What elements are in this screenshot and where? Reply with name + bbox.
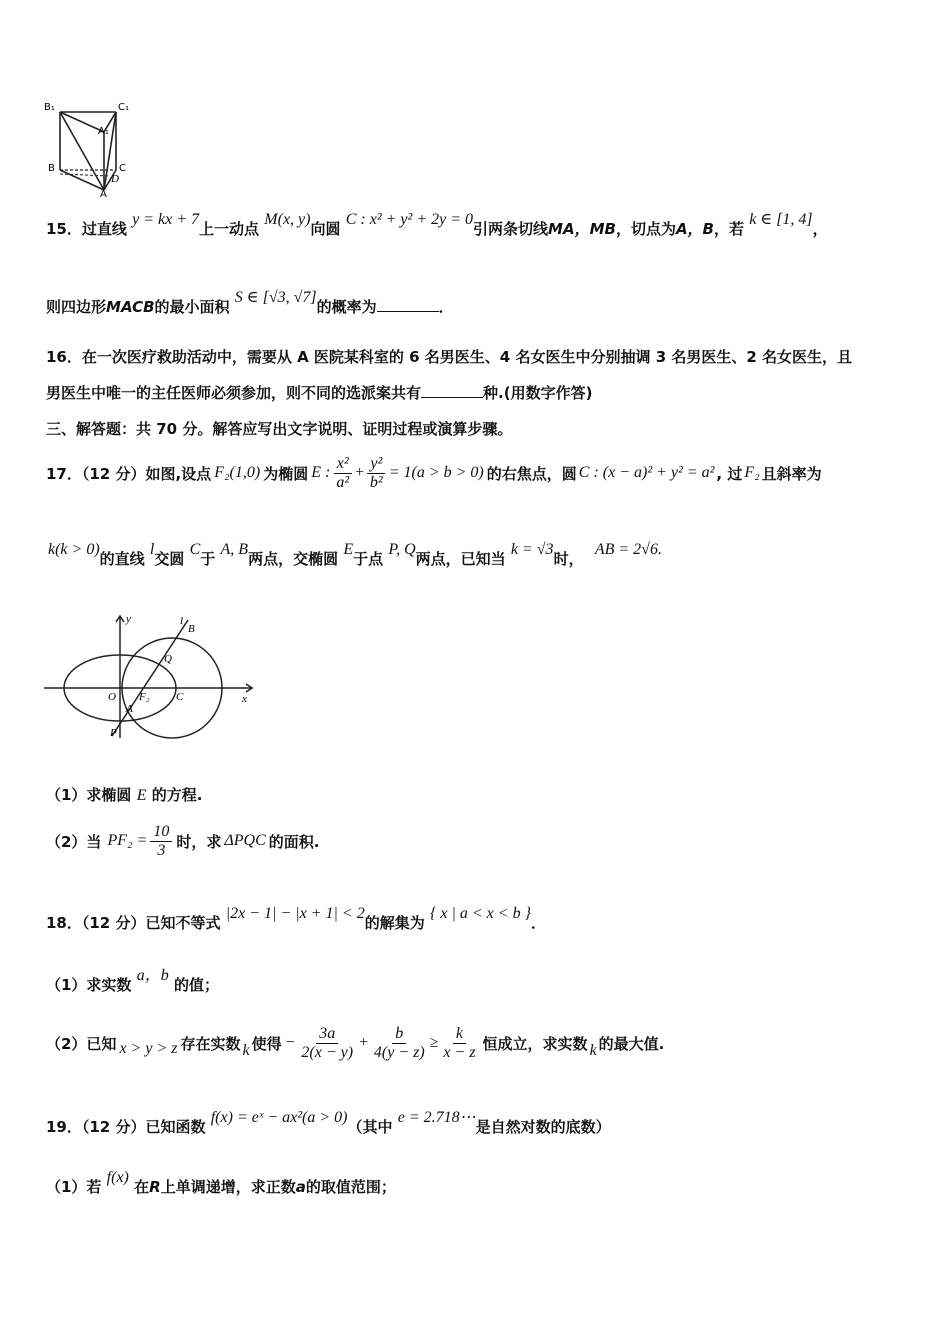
q19-number: 19．（12 分） [46,1118,146,1136]
label-A: A [126,703,133,715]
prism-figure [44,98,140,198]
label-d: D [111,173,119,185]
label-a: A [100,189,107,198]
answer-blank [377,299,439,312]
label-a1: A₁ [98,126,109,137]
label-b1: B₁ [44,102,55,113]
label-O: O [108,691,116,703]
label-y: y [126,613,131,625]
q17-circle-equation: C : (x − a)² + y² = a² [578,464,715,481]
q16-line1: 16．在一次医疗救助活动中，需要从 A 医院某科室的 6 名男医生、4 名女医生中分别抽调 3 名男医生、2 名女医生，且 [46,348,853,366]
q15-point: M(x, y) [264,211,311,228]
q17-line1: 17．（12 分） 如图,设点 F₂(1,0) 为椭圆 E : $\frac{\text{x²}}{\text{a²}}$ + $\frac{\text{y²}}{\text{b²}}$ = 1(a > b > 0) 的右焦点，圆 C : (x − a)² + y² = a² , 过 F₂ 且斜率为 [46,454,822,491]
q18-part1: （1）求实数 a，b 的值； [46,967,219,994]
q17-part2: （2）当 PF₂ = $\frac{10}{3}$ 时，求 ΔPQC 的面积. [46,822,320,859]
label-C: C [176,691,184,703]
fraction-b: $\frac{b}{4(y - z)}$ [373,1024,425,1061]
q17-focus: F₂(1,0) [214,464,261,481]
q19-function: f(x) = eˣ − ax²(a > 0) [210,1109,348,1126]
q18-solution-set: { x | a < x < b } [429,905,531,922]
label-c: C [119,163,126,174]
q17-line2: k(k > 0)的直线 l交圆 C于 A, B两点，交椭圆 E于点 P, Q两点，已知当 k = √3时， AB = 2√6. [48,541,662,568]
q15-area-range: S ∈ [√3, √7] [234,289,317,306]
q19-part1: （1）若 f(x) 在R上单调递增，求正数a的取值范围； [46,1169,396,1196]
pf2-fraction: $\frac{10}{3}$ [150,823,172,860]
q18-inequality: |2x − 1| − |x + 1| < 2 [225,905,365,922]
label-Q: Q [164,653,172,665]
ellipse-y-fraction: $\frac{\text{y²}}{\text{b²}}$ [367,455,386,492]
q15-line2: 则四边形MACB的最小面积 S ∈ [√3, √7]的概率为 ． [46,289,454,316]
q17-part1: （1）求椭圆 E 的方程. [46,786,203,804]
q16-line2: 男医生中唯一的主任医师必须参加，则不同的选派案共有 种.(用数字作答) [46,384,593,402]
q15-circle-equation: C : x² + y² + 2y = 0 [345,211,474,228]
q17-number: 17．（12 分） [46,464,146,483]
ellipse-x-fraction: $\frac{\text{x²}}{\text{a²}}$ [333,455,352,492]
answer-blank [421,385,483,398]
fraction-k: $\frac{k}{x - z}$ [443,1024,476,1061]
section-3-heading: 三、解答题：共 70 分。解答应写出文字说明、证明过程或演算步骤。 [46,420,513,438]
q18-number: 18．（12 分） [46,914,146,932]
q18-line1: 18．（12 分）已知不等式 |2x − 1| − |x + 1| < 2的解集为 { x | a < x < b }． [46,905,546,932]
label-P: P [110,727,117,739]
label-c1: C₁ [118,102,129,113]
label-F2: F₂ [139,691,150,703]
q15-line-equation: y = kx + 7 [132,211,200,228]
q18-part2: （2）已知 x > y > z 存在实数 k 使得 − $\frac{3a}{2(x - y)}$ + $\frac{b}{4(y - z)}$ ≥ $\frac{k}{x - z}$ 恒成立，求实数 k 的最大值. [46,1024,665,1061]
q15-line1: 15．过直线 y = kx + 7上一动点 M(x, y)向圆 C : x² + y² + 2y = 0引两条切线MA，MB，切点为A，B，若 k ∈ [1, 4]， [46,211,828,238]
q15-number: 15． [46,220,82,238]
label-l: l [180,615,184,627]
fraction-3a: $\frac{3a}{2(x - y)}$ [301,1024,354,1061]
label-x: x [242,693,247,705]
label-B: B [188,623,195,635]
q15-k-range: k ∈ [1, 4] [749,211,813,228]
label-b: B [48,163,55,174]
q19-line1: 19．（12 分）已知函数 f(x) = eˣ − ax²(a > 0)（其中 e = 2.718⋯是自然对数的底数） [46,1109,611,1136]
ellipse-circle-figure [42,612,264,740]
